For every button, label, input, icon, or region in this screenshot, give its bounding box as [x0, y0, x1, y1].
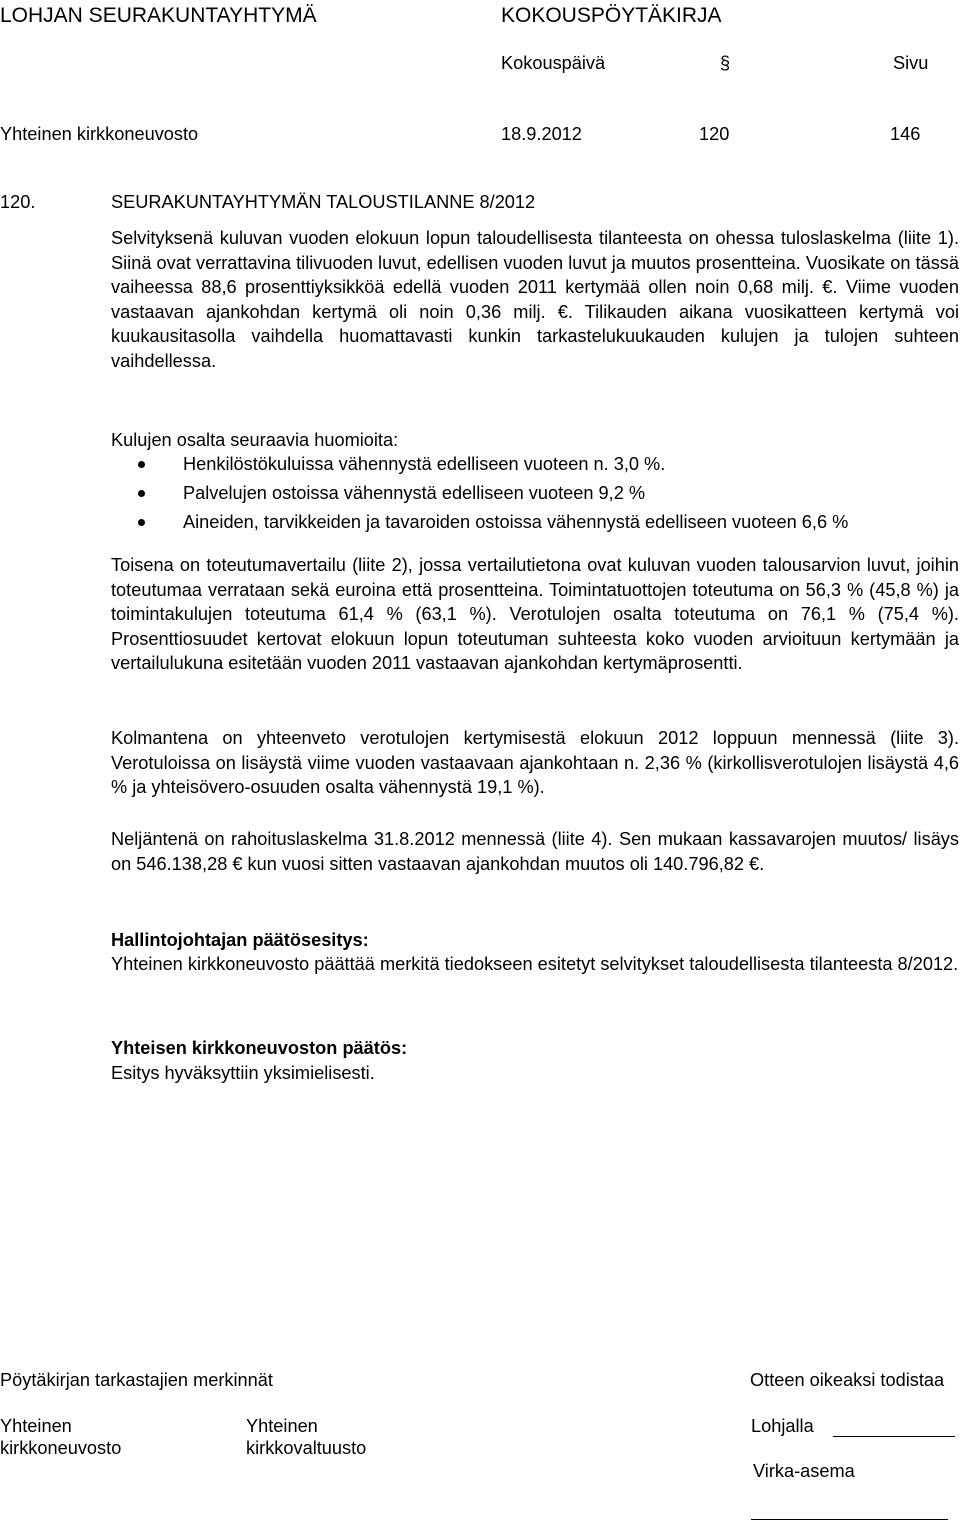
document-type: KOKOUSPÖYTÄKIRJA — [501, 4, 722, 27]
list-item: Palvelujen ostoissa vähennystä edelliseen vuoteen 9,2 % — [111, 479, 959, 508]
reviewers-label: Pöytäkirjan tarkastajien merkinnät — [0, 1370, 273, 1390]
paragraph-budget-comparison: Toisena on toteutumavertailu (liite 2), jossa vertailutietona ovat kuluvan vuoden talousarvion luvut, joihin toteutumaa verrataan sekä euroina että prosentteina. Toimintatuottojen toteutuma on 56,3 % (45,8 %) ja toimintakulujen toteutuma 61,4 % (63,1 %). Verotulojen osalta toteutuma on 76,1 % (75,4 %). Prosenttiosuudet kertovat elokuun lopun toteutuman suhteesta koko vuoden arvioituun kertymään ja vertailulukuna esitetään vuoden 2011 vastaavan ajankohdan kertymäprosentti. — [111, 555, 959, 673]
paragraph-cash-flow: Neljäntenä on rahoituslaskelma 31.8.2012 mennessä (liite 4). Sen mukaan kassavarojen muutos/ lisäys on 546.138,28 € kun vuosi sitten vastaavan ajankohdan muutos oli 140.796,82 €. — [111, 829, 959, 874]
page-label: Sivu — [893, 53, 929, 73]
list-item: Aineiden, tarvikkeiden ja tavaroiden ostoissa vähennystä edelliseen vuoteen 6,6 % — [111, 508, 959, 537]
place-signature-line — [833, 1436, 955, 1437]
decision-heading: Yhteisen kirkkoneuvoston päätös: — [111, 1038, 408, 1058]
place-label: Lohjalla — [751, 1416, 814, 1436]
position-label: Virka-asema — [753, 1461, 855, 1481]
decision-text: Esitys hyväksyttiin yksimielisesti. — [111, 1063, 375, 1083]
signature-line — [751, 1519, 948, 1520]
bullet-icon — [138, 519, 145, 526]
body-name: Yhteinen kirkkoneuvosto — [0, 124, 199, 144]
costs-intro: Kulujen osalta seuraavia huomioita: — [111, 430, 399, 450]
meeting-date: 18.9.2012 — [501, 124, 582, 144]
paragraph-summary: Selvityksenä kuluvan vuoden elokuun lopun taloudellisesta tilanteesta on ohessa tuloslaskelma (liite 1). Siinä ovat verrattavina tilivuoden luvut, edellisen vuoden luvut ja muutos prosentteina. Vuosikate on tässä vaiheessa 88,6 prosenttiyksikköä edellä vuoden 2011 kertymää ollen noin 0,68 milj. €. Viime vuoden vastaavan ajankohdan kertymä oli noin 0,36 milj. €. Tilikauden aikana vuosikatteen kertymä voi kuukausitasolla vaihdella huomattavasti kunkin tarkastelukuukauden kulujen ja tulojen suhteen vaihdellessa. — [111, 228, 959, 371]
bullet-icon — [138, 490, 145, 497]
organization-name: LOHJAN SEURAKUNTAYHTYMÄ — [0, 4, 317, 27]
page-number: 146 — [890, 124, 921, 144]
proposal-text: Yhteinen kirkkoneuvosto päättää merkitä tiedokseen esitetyt selvitykset taloudellisesta tilanteesta 8/2012. — [111, 954, 959, 974]
paragraph-tax-revenue: Kolmantena on yhteenveto verotulojen kertymisestä elokuun 2012 loppuun mennessä (liite 3). Verotuloissa on lisäystä viime vuoden vastaavaan ajankohtaan n. 2,36 % (kirkollisverotulojen lisäystä 4,6 % ja yhteisövero-osuuden osalta vähennystä 19,1 %). — [111, 728, 959, 797]
list-item: Henkilöstökuluissa vähennystä edelliseen vuoteen n. 3,0 %. — [111, 450, 959, 479]
section-number: 120 — [699, 124, 730, 144]
section-mark: § — [720, 53, 731, 73]
footer-col1-line2: kirkkoneuvosto — [0, 1438, 122, 1458]
proposal-heading: Hallintojohtajan päätösesitys: — [111, 930, 369, 950]
item-number: 120. — [0, 192, 36, 212]
certified-label: Otteen oikeaksi todistaa — [750, 1370, 945, 1390]
footer-col2-line1: Yhteinen — [246, 1416, 318, 1436]
cost-remarks-list — [111, 450, 959, 537]
bullet-icon — [138, 461, 145, 468]
item-title: SEURAKUNTAYHTYMÄN TALOUSTILANNE 8/2012 — [111, 192, 536, 212]
footer-col2-line2: kirkkovaltuusto — [246, 1438, 367, 1458]
footer-col1-line1: Yhteinen — [0, 1416, 72, 1436]
meeting-date-label: Kokouspäivä — [501, 53, 606, 73]
